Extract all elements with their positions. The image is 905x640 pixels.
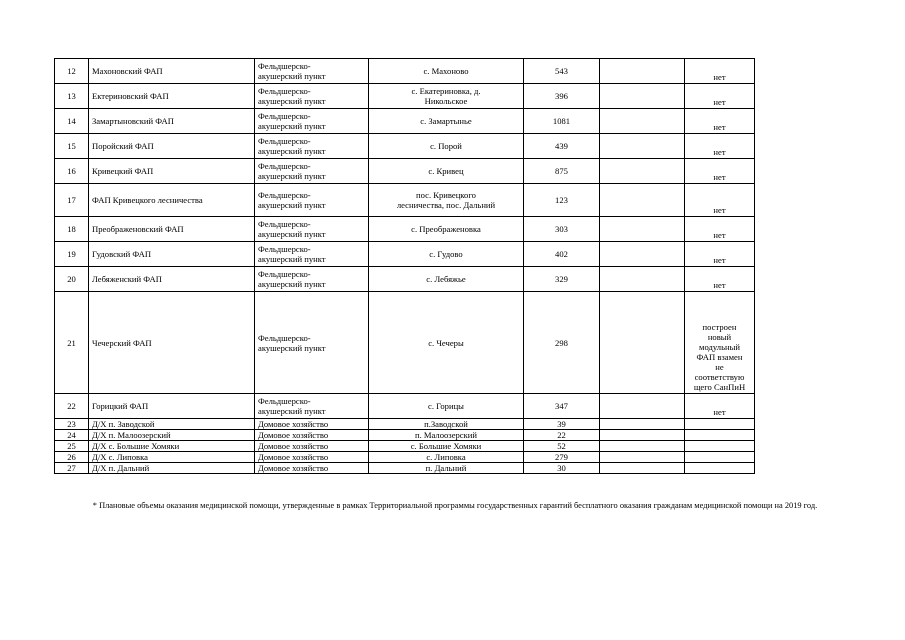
row-number: 20 <box>55 267 89 292</box>
table-row <box>55 441 755 452</box>
facility-name: Чечерский ФАП <box>89 292 255 394</box>
settlement: с. Махоново <box>369 59 524 84</box>
settlement: с. Кривец <box>369 159 524 184</box>
population-count: 396 <box>524 84 600 109</box>
remark <box>685 452 755 463</box>
facility-type: Фельдшерско- акушерский пункт <box>255 267 369 292</box>
empty-cell <box>600 217 685 242</box>
empty-cell <box>600 394 685 419</box>
facility-name: Преображеновский ФАП <box>89 217 255 242</box>
empty-cell <box>600 84 685 109</box>
table-row <box>55 184 755 217</box>
row-number: 25 <box>55 441 89 452</box>
population-count: 402 <box>524 242 600 267</box>
table-row <box>55 267 755 292</box>
empty-cell <box>600 59 685 84</box>
row-number: 18 <box>55 217 89 242</box>
population-count: 875 <box>524 159 600 184</box>
facility-name: Лебяженский ФАП <box>89 267 255 292</box>
facility-type: Домовое хозяйство <box>255 430 369 441</box>
facility-type: Фельдшерско- акушерский пункт <box>255 242 369 267</box>
row-number: 16 <box>55 159 89 184</box>
facility-name: Махоновский ФАП <box>89 59 255 84</box>
facility-name: ФАП Кривецкого лесничества <box>89 184 255 217</box>
population-count: 347 <box>524 394 600 419</box>
settlement: п. Дальний <box>369 463 524 474</box>
table-row <box>55 59 755 84</box>
settlement: с. Екатериновка, д. Никольское <box>369 84 524 109</box>
settlement: с. Замартынье <box>369 109 524 134</box>
table-row <box>55 463 755 474</box>
population-count: 439 <box>524 134 600 159</box>
table-row <box>55 452 755 463</box>
remark: нет <box>685 217 755 242</box>
settlement: с. Гудово <box>369 242 524 267</box>
population-count: 543 <box>524 59 600 84</box>
table-row <box>55 430 755 441</box>
table-row <box>55 242 755 267</box>
facility-type: Фельдшерско- акушерский пункт <box>255 84 369 109</box>
facilities-table <box>54 58 755 474</box>
empty-cell <box>600 109 685 134</box>
empty-cell <box>600 292 685 394</box>
population-count: 298 <box>524 292 600 394</box>
table-body <box>55 59 755 474</box>
empty-cell <box>600 463 685 474</box>
population-count: 1081 <box>524 109 600 134</box>
empty-cell <box>600 242 685 267</box>
remark: нет <box>685 184 755 217</box>
row-number: 12 <box>55 59 89 84</box>
empty-cell <box>600 452 685 463</box>
empty-cell <box>600 267 685 292</box>
settlement: с. Чечеры <box>369 292 524 394</box>
facility-name: Ектериновский ФАП <box>89 84 255 109</box>
empty-cell <box>600 419 685 430</box>
population-count: 30 <box>524 463 600 474</box>
table-row <box>55 217 755 242</box>
facility-name: Д/Х п. Дальний <box>89 463 255 474</box>
population-count: 123 <box>524 184 600 217</box>
remark: построен новый модульный ФАП взамен не соответствую щего СанПиН <box>685 292 755 394</box>
facility-type: Фельдшерско- акушерский пункт <box>255 159 369 184</box>
remark: нет <box>685 109 755 134</box>
settlement: с. Лебяжье <box>369 267 524 292</box>
facility-name: Гудовский ФАП <box>89 242 255 267</box>
population-count: 22 <box>524 430 600 441</box>
table-row <box>55 84 755 109</box>
table-row <box>55 292 755 394</box>
row-number: 24 <box>55 430 89 441</box>
facility-type: Домовое хозяйство <box>255 441 369 452</box>
facility-name: Д/Х п. Заводской <box>89 419 255 430</box>
table-row <box>55 134 755 159</box>
row-number: 21 <box>55 292 89 394</box>
empty-cell <box>600 441 685 452</box>
facility-name: Д/Х с. Липовка <box>89 452 255 463</box>
settlement: с. Липовка <box>369 452 524 463</box>
remark <box>685 441 755 452</box>
facility-type: Фельдшерско- акушерский пункт <box>255 109 369 134</box>
table-row <box>55 394 755 419</box>
remark: нет <box>685 242 755 267</box>
population-count: 52 <box>524 441 600 452</box>
empty-cell <box>600 430 685 441</box>
row-number: 19 <box>55 242 89 267</box>
facility-type: Фельдшерско- акушерский пункт <box>255 134 369 159</box>
remark: нет <box>685 134 755 159</box>
facility-name: Д/Х п. Малоозерский <box>89 430 255 441</box>
facility-type: Фельдшерско- акушерский пункт <box>255 184 369 217</box>
row-number: 17 <box>55 184 89 217</box>
facility-type: Фельдшерско- акушерский пункт <box>255 292 369 394</box>
facility-name: Кривецкий ФАП <box>89 159 255 184</box>
facility-name: Замартыновский ФАП <box>89 109 255 134</box>
row-number: 26 <box>55 452 89 463</box>
remark <box>685 463 755 474</box>
facility-type: Домовое хозяйство <box>255 419 369 430</box>
row-number: 15 <box>55 134 89 159</box>
remark: нет <box>685 59 755 84</box>
facility-name: Горицкий ФАП <box>89 394 255 419</box>
row-number: 27 <box>55 463 89 474</box>
empty-cell <box>600 159 685 184</box>
settlement: с. Большие Хомяки <box>369 441 524 452</box>
table-row <box>55 109 755 134</box>
remark: нет <box>685 84 755 109</box>
empty-cell <box>600 134 685 159</box>
population-count: 39 <box>524 419 600 430</box>
remark: нет <box>685 159 755 184</box>
facility-name: Поройский ФАП <box>89 134 255 159</box>
settlement: с. Порой <box>369 134 524 159</box>
row-number: 13 <box>55 84 89 109</box>
row-number: 23 <box>55 419 89 430</box>
facility-type: Фельдшерско- акушерский пункт <box>255 217 369 242</box>
population-count: 303 <box>524 217 600 242</box>
facility-type: Фельдшерско- акушерский пункт <box>255 59 369 84</box>
settlement: с. Горицы <box>369 394 524 419</box>
settlement: пос. Кривецкого лесничества, пос. Дальний <box>369 184 524 217</box>
facility-name: Д/Х с. Большие Хомяки <box>89 441 255 452</box>
row-number: 14 <box>55 109 89 134</box>
facility-type: Домовое хозяйство <box>255 452 369 463</box>
empty-cell <box>600 184 685 217</box>
settlement: с. Преображеновка <box>369 217 524 242</box>
facility-type: Фельдшерско- акушерский пункт <box>255 394 369 419</box>
settlement: п. Малоозерский <box>369 430 524 441</box>
remark <box>685 419 755 430</box>
population-count: 279 <box>524 452 600 463</box>
remark: нет <box>685 267 755 292</box>
footnote: * Плановые объемы оказания медицинской помощи, утвержденные в рамках Территориальной программы государственных гарантий бесплатного оказания гражданам медицинской помощи на 2019 год. <box>92 501 818 510</box>
settlement: п.Заводской <box>369 419 524 430</box>
remark <box>685 430 755 441</box>
population-count: 329 <box>524 267 600 292</box>
table-row <box>55 419 755 430</box>
table-row <box>55 159 755 184</box>
row-number: 22 <box>55 394 89 419</box>
remark: нет <box>685 394 755 419</box>
facility-type: Домовое хозяйство <box>255 463 369 474</box>
